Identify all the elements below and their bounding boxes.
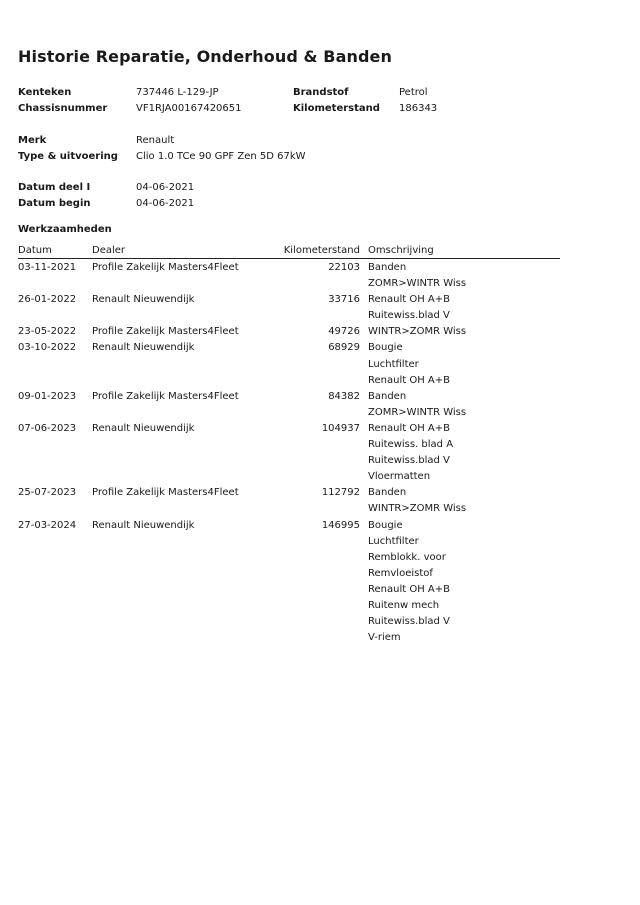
table-row <box>18 485 560 501</box>
cell-date: 09-01-2023 <box>18 390 77 402</box>
table-body <box>18 260 560 646</box>
cell-omschrijving: Banden <box>368 390 407 402</box>
table-row-continuation <box>18 373 560 389</box>
table-row-continuation <box>18 357 560 373</box>
cell-omschrijving: WINTR>ZOMR Wiss <box>368 503 467 515</box>
table-row-continuation <box>18 598 560 614</box>
brandstof-value: Petrol <box>399 87 428 98</box>
cell-omschrijving: Remblokk. voor <box>368 551 446 563</box>
cell-date: 25-07-2023 <box>18 487 77 499</box>
cell-dealer: Profile Zakelijk Masters4Fleet <box>92 326 239 338</box>
table-row <box>18 340 560 356</box>
cell-date: 03-10-2022 <box>18 342 77 354</box>
table-row-continuation <box>18 630 560 646</box>
cell-km: 104937 <box>321 422 360 434</box>
table-row <box>18 324 560 340</box>
table-row <box>18 389 560 405</box>
table-row-continuation <box>18 405 560 421</box>
cell-dealer: Profile Zakelijk Masters4Fleet <box>92 390 239 402</box>
table-row-continuation <box>18 453 560 469</box>
table-row-continuation <box>18 582 560 598</box>
cell-omschrijving: WINTR>ZOMR Wiss <box>368 326 467 338</box>
cell-dealer: Profile Zakelijk Masters4Fleet <box>92 487 239 499</box>
cell-omschrijving: Renault OH A+B <box>368 422 450 434</box>
table-row-continuation <box>18 308 560 324</box>
table-row <box>18 260 560 276</box>
datum-deel-label: Datum deel I <box>18 182 91 193</box>
table-row-continuation <box>18 469 560 485</box>
kenteken-label: Kenteken <box>18 87 72 98</box>
cell-km: 112792 <box>321 487 360 499</box>
cell-omschrijving: Luchtfilter <box>368 358 419 370</box>
datum-begin-label: Datum begin <box>18 198 91 209</box>
kilometerstand-label: Kilometerstand <box>293 103 380 114</box>
cell-date: 23-05-2022 <box>18 326 77 338</box>
header-date: Datum <box>18 245 52 256</box>
cell-omschrijving: ZOMR>WINTR Wiss <box>368 278 467 290</box>
merk-value: Renault <box>136 135 175 146</box>
cell-omschrijving: Renault OH A+B <box>368 583 450 595</box>
cell-omschrijving: Ruitewiss.blad V <box>368 616 450 628</box>
header-dealer: Dealer <box>92 245 126 256</box>
header-km: Kilometerstand <box>283 245 360 256</box>
kenteken-value: 737446 L-129-JP <box>136 87 219 98</box>
table-row <box>18 518 560 534</box>
cell-omschrijving: ZOMR>WINTR Wiss <box>368 406 467 418</box>
cell-km: 68929 <box>328 342 360 354</box>
cell-omschrijving: Renault OH A+B <box>368 294 450 306</box>
cell-dealer: Profile Zakelijk Masters4Fleet <box>92 262 239 273</box>
cell-omschrijving: Bougie <box>368 342 403 354</box>
chassis-value: VF1RJA00167420651 <box>136 103 242 114</box>
table-row <box>18 292 560 308</box>
cell-date: 27-03-2024 <box>18 519 77 531</box>
table-row-continuation <box>18 534 560 550</box>
brandstof-label: Brandstof <box>293 87 349 98</box>
cell-omschrijving: Renault OH A+B <box>368 374 450 386</box>
cell-omschrijving: Ruitenw mech <box>368 599 440 611</box>
cell-dealer: Renault Nieuwendijk <box>92 294 195 306</box>
type-value: Clio 1.0 TCe 90 GPF Zen 5D 67kW <box>136 151 306 162</box>
table-row-continuation <box>18 501 560 517</box>
cell-omschrijving: Ruitewiss. blad A <box>368 439 454 451</box>
table-row-continuation <box>18 566 560 582</box>
cell-omschrijving: V-riem <box>368 632 401 644</box>
cell-dealer: Renault Nieuwendijk <box>92 422 195 434</box>
type-label: Type & uitvoering <box>18 151 118 162</box>
table-row-continuation <box>18 550 560 566</box>
cell-omschrijving: Remvloeistof <box>368 567 433 579</box>
cell-km: 33716 <box>328 294 360 306</box>
cell-date: 03-11-2021 <box>18 262 77 273</box>
cell-km: 49726 <box>328 326 360 338</box>
page-title: Historie Reparatie, Onderhoud & Banden <box>18 47 392 66</box>
table-header <box>18 243 560 259</box>
werkzaamheden-title: Werkzaamheden <box>18 224 112 235</box>
datum-deel-value: 04-06-2021 <box>136 182 195 193</box>
merk-label: Merk <box>18 135 47 146</box>
cell-date: 26-01-2022 <box>18 294 77 306</box>
cell-omschrijving: Luchtfilter <box>368 535 419 547</box>
cell-km: 84382 <box>328 390 360 402</box>
cell-km: 22103 <box>328 262 360 273</box>
header-omschrijving: Omschrijving <box>368 245 434 256</box>
cell-omschrijving: Vloermatten <box>368 471 431 483</box>
table-row <box>18 421 560 437</box>
cell-omschrijving: Ruitewiss.blad V <box>368 455 450 467</box>
cell-date: 07-06-2023 <box>18 422 77 434</box>
cell-dealer: Renault Nieuwendijk <box>92 342 195 354</box>
cell-dealer: Renault Nieuwendijk <box>92 519 195 531</box>
table-row-continuation <box>18 437 560 453</box>
chassis-label: Chassisnummer <box>18 103 108 114</box>
cell-omschrijving: Ruitewiss.blad V <box>368 310 450 322</box>
table-row-continuation <box>18 276 560 292</box>
cell-omschrijving: Banden <box>368 487 407 499</box>
table-row-continuation <box>18 614 560 630</box>
datum-begin-value: 04-06-2021 <box>136 198 195 209</box>
cell-km: 146995 <box>321 519 360 531</box>
cell-omschrijving: Banden <box>368 262 407 273</box>
cell-omschrijving: Bougie <box>368 519 403 531</box>
kilometerstand-value: 186343 <box>399 103 438 114</box>
